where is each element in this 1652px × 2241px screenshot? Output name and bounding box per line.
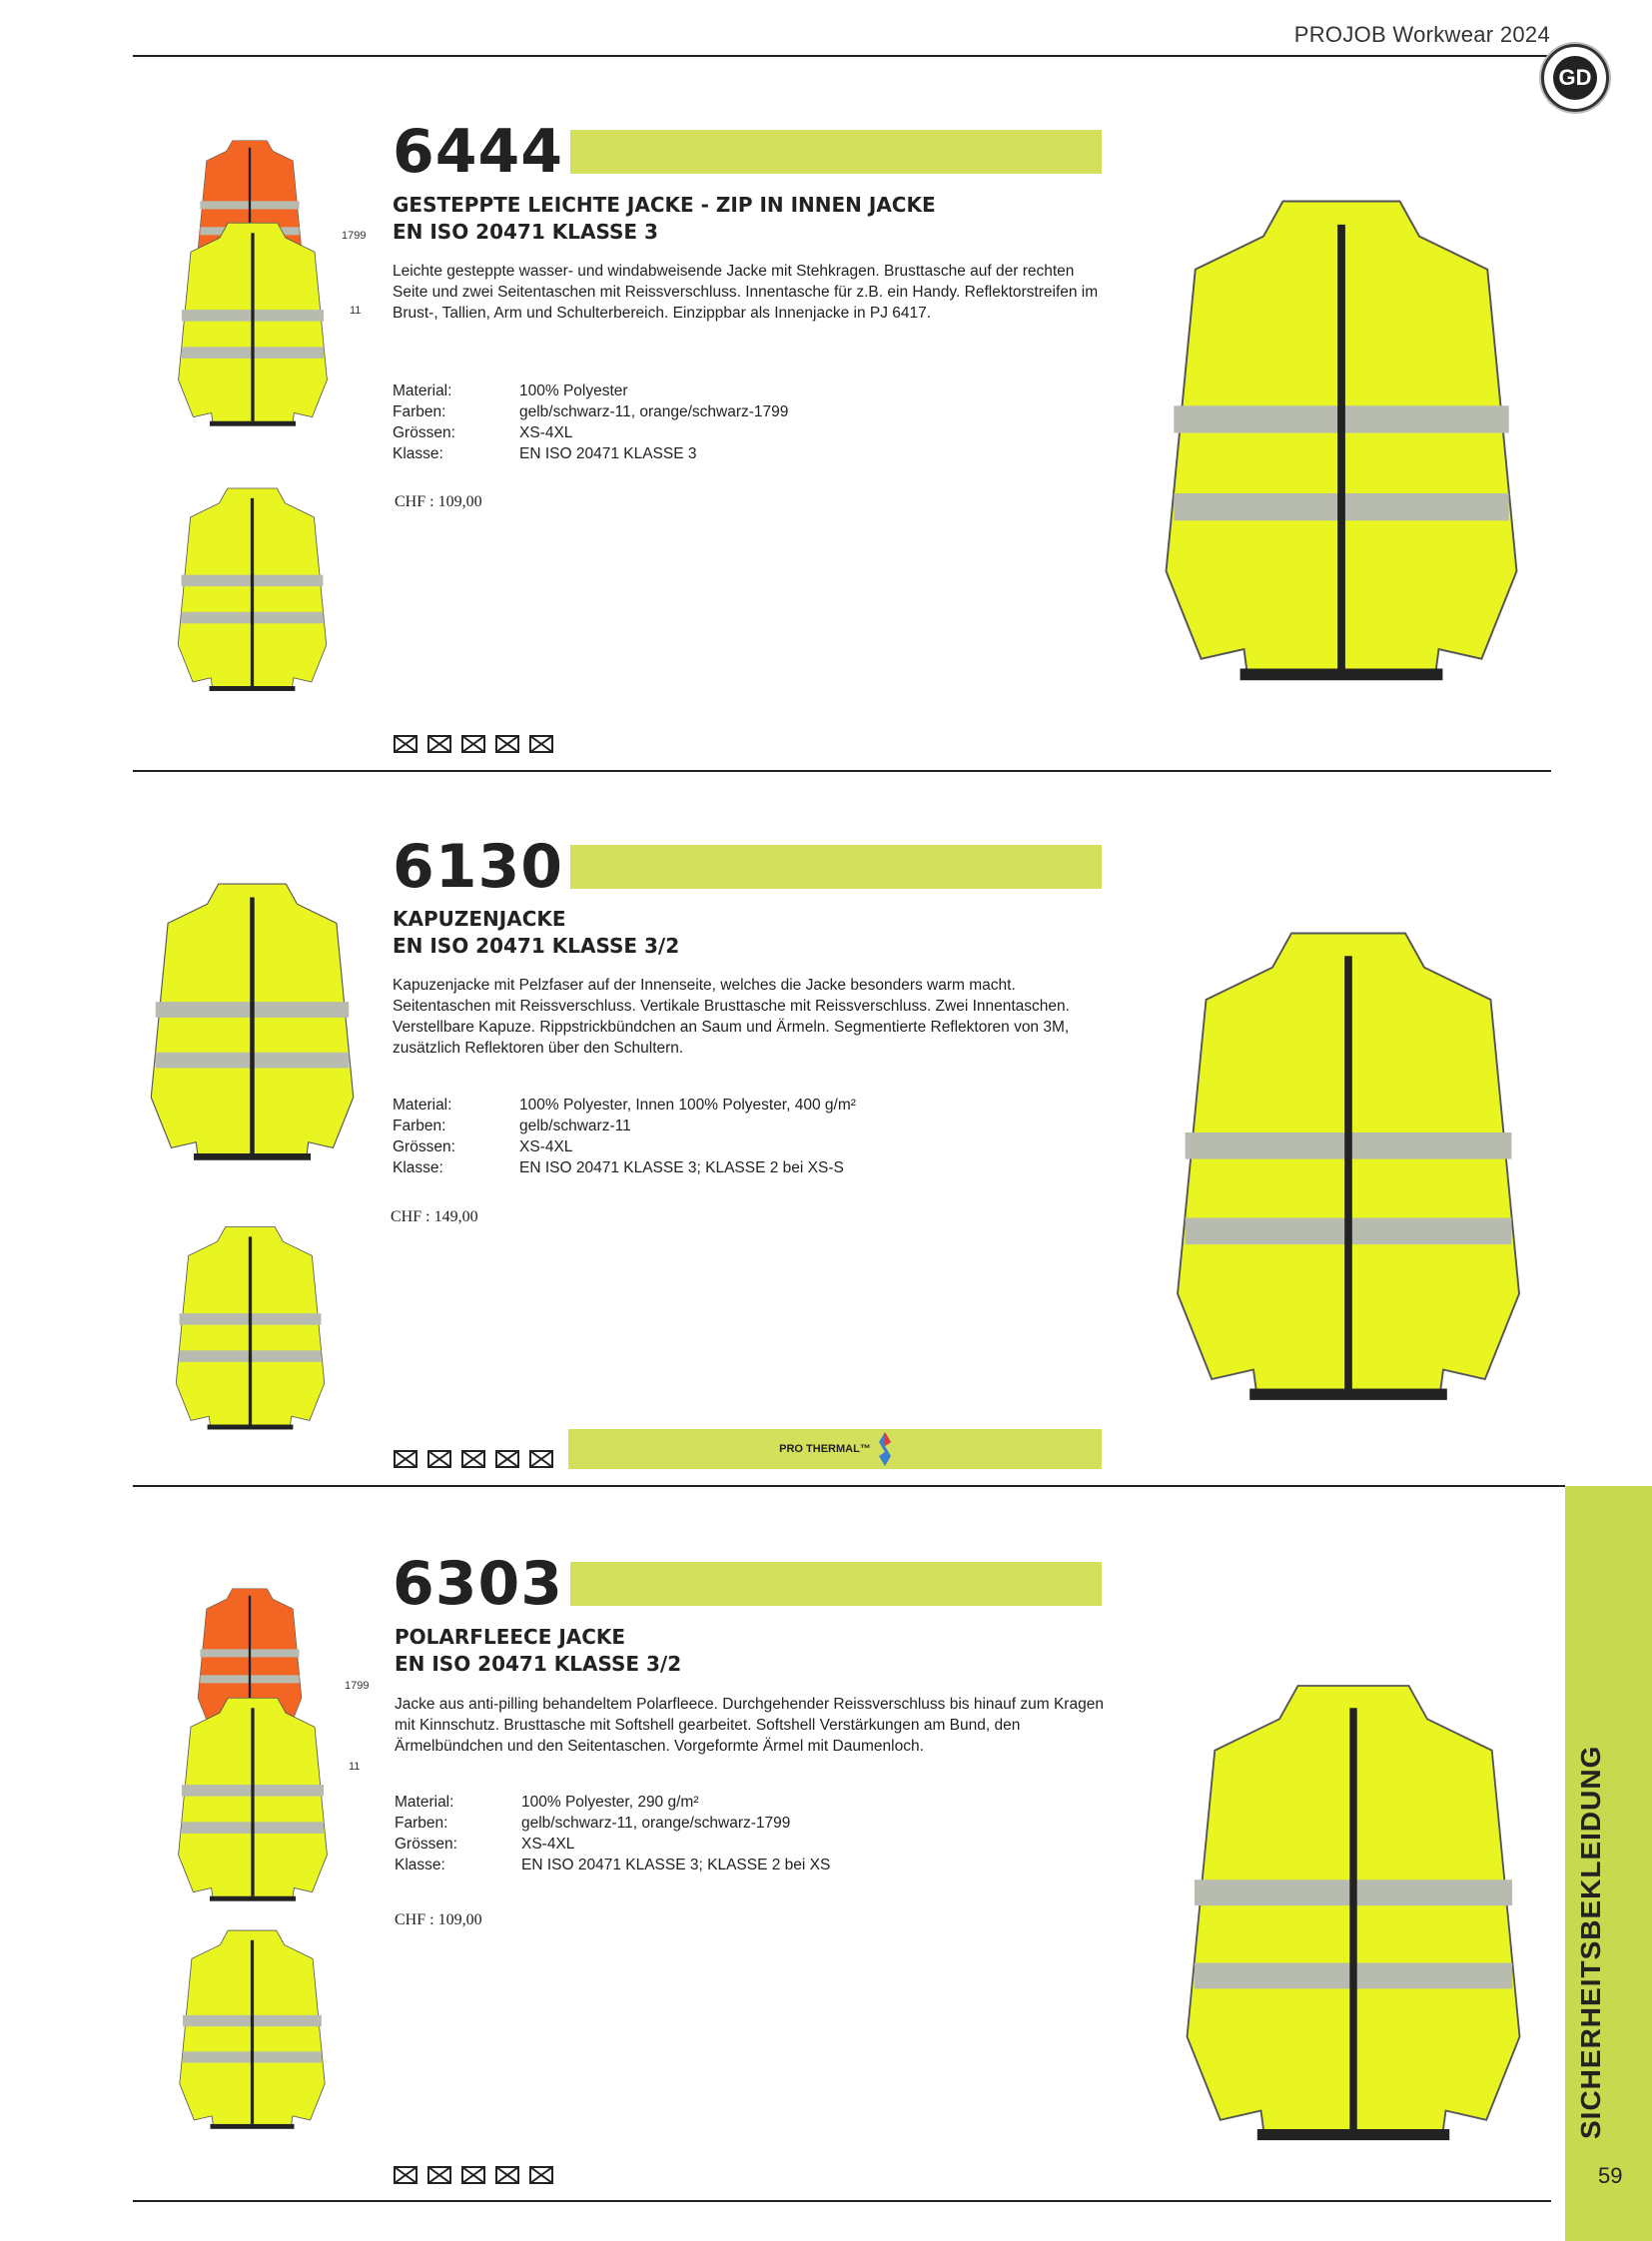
spec-row: Farben: gelb/schwarz-11, orange/schwarz-1799 <box>393 403 789 420</box>
spec-row: Grössen: XS-4XL <box>393 424 573 441</box>
no-bleach-icon <box>426 1446 452 1470</box>
no-tumble-dry-icon <box>460 1446 486 1470</box>
logo-mark: GD <box>1553 56 1597 100</box>
page-number: 59 <box>1598 2163 1623 2188</box>
spec-row: Klasse: EN ISO 20471 KLASSE 3; KLASSE 2 bei XS-S <box>393 1159 844 1176</box>
catalog-title: PROJOB Workwear 2024 <box>1293 22 1550 47</box>
spec-table <box>393 380 788 464</box>
prothermal-badge <box>568 1429 1102 1469</box>
color-code-orange: 1799 <box>345 1680 370 1692</box>
jacket-back-image <box>170 477 335 697</box>
title-line-2: EN ISO 20471 KLASSE 3/2 <box>393 934 680 958</box>
header-divider <box>133 55 1551 57</box>
product-title <box>395 1624 681 1678</box>
wash-icon <box>393 1446 418 1470</box>
product-code: 6130 <box>393 832 563 902</box>
no-dry-clean-icon <box>528 1446 554 1470</box>
product-description: Leichte gesteppte wasser- und windabweisende Jacke mit Stehkragen. Brusttasche auf der rechten Seite und zwei Seitentaschen mit Reissverschluss. Innentasche für z.B. ein Handy. Reflektorstreifen im Brust-, Tallien, Arm und Schulterbereich. Einzippbar als Innenjacke in PJ 6417. <box>393 263 1099 322</box>
spec-row: Farben: gelb/schwarz-11, orange/schwarz-1799 <box>395 1815 791 1832</box>
no-dry-clean-icon <box>528 731 554 755</box>
code-accent-bar <box>570 1562 1102 1606</box>
iron-icon <box>460 731 486 755</box>
title-line-2: EN ISO 20471 KLASSE 3/2 <box>395 1652 682 1676</box>
product-title <box>393 906 679 960</box>
no-bleach-icon <box>426 2162 452 2186</box>
product-code: 6303 <box>393 1549 563 1619</box>
wash-icon <box>393 731 418 755</box>
spec-table <box>393 1095 856 1178</box>
brand-logo <box>1541 44 1609 112</box>
spec-row: Material: 100% Polyester, 290 g/m² <box>395 1794 699 1811</box>
section-divider <box>133 770 1551 772</box>
product-description: Kapuzenjacke mit Pelzfaser auf der Innenseite, welches die Jacke besonders warm macht. Seitentaschen mit Reissverschluss. Vertikale Brusttasche mit Reissverschluss. Zwei Innentaschen. Verstellbare Kapuze. Rippstrickbündchen an Saum und Ärmeln. Segmentierte Reflektoren von 3M, zusätzlich Reflektoren über den Schultern. <box>393 977 1070 1057</box>
spec-row: Grössen: XS-4XL <box>395 1836 575 1853</box>
prothermal-label: PRO THERMAL™ <box>779 1443 871 1455</box>
spec-row: Material: 100% Polyester, Innen 100% Polyester, 400 g/m² <box>393 1097 856 1114</box>
title-line-2: EN ISO 20471 KLASSE 3 <box>393 220 658 244</box>
footer-divider <box>133 2200 1551 2202</box>
care-symbols <box>393 1446 554 1470</box>
jacket-main-image <box>1169 1663 1538 2152</box>
product-description: Jacke aus anti-pilling behandeltem Polarfleece. Durchgehender Reissverschluss bis hinauf zum Kragen mit Kinnschutz. Brusttasche mit Softshell gearbeitet. Softshell Verstärkungen am Bund, den Ärmelbündchen und den Seitentaschen. Vorgeformte Ärmel mit Daumenloch. <box>395 1696 1104 1755</box>
spec-row: Material: 100% Polyester <box>393 382 628 399</box>
prothermal-icon <box>879 1432 891 1466</box>
product-price: CHF : 109,00 <box>395 1911 482 1928</box>
color-code-yellow: 11 <box>349 1761 361 1773</box>
code-accent-bar <box>570 845 1102 889</box>
spec-table <box>395 1792 830 1875</box>
spec-row: Klasse: EN ISO 20471 KLASSE 3; KLASSE 2 bei XS <box>395 1857 831 1873</box>
title-line-1: POLARFLEECE JACKE <box>395 1625 626 1649</box>
wash-icon <box>393 2162 418 2186</box>
jacket-yellow-front-image <box>168 1690 338 1904</box>
product-price: CHF : 109,00 <box>395 493 482 510</box>
title-line-1: KAPUZENJACKE <box>393 907 566 931</box>
jacket-back-image <box>168 1213 333 1438</box>
title-line-1: GESTEPPTE LEICHTE JACKE - ZIP IN INNEN JACKE <box>393 193 936 217</box>
product-title <box>393 192 936 246</box>
jacket-main-image <box>1159 904 1538 1418</box>
care-symbols <box>393 2162 554 2186</box>
no-bleach-icon <box>426 731 452 755</box>
jacket-main-image <box>1147 168 1536 702</box>
section-divider <box>133 1485 1565 1487</box>
spec-row: Farben: gelb/schwarz-11 <box>393 1118 631 1134</box>
jacket-yellow-front-image <box>168 215 338 429</box>
care-symbols <box>393 731 554 755</box>
product-code: 6444 <box>393 117 563 187</box>
spec-row: Grössen: XS-4XL <box>393 1138 573 1155</box>
color-code-orange: 1799 <box>342 230 367 242</box>
category-label: SICHERHEITSBEKLEIDUNG <box>1575 1745 1606 2139</box>
iron-icon <box>460 2162 486 2186</box>
no-tumble-dry-icon <box>494 731 520 755</box>
color-code-yellow: 11 <box>350 305 362 317</box>
no-dry-clean-icon <box>528 2162 554 2186</box>
spec-row: Klasse: EN ISO 20471 KLASSE 3 <box>393 445 697 462</box>
code-accent-bar <box>570 130 1102 174</box>
product-price: CHF : 149,00 <box>391 1208 478 1225</box>
jacket-open-image <box>140 864 365 1173</box>
iron-icon <box>494 1446 520 1470</box>
no-tumble-dry-icon <box>494 2162 520 2186</box>
jacket-back-image <box>170 1922 335 2132</box>
